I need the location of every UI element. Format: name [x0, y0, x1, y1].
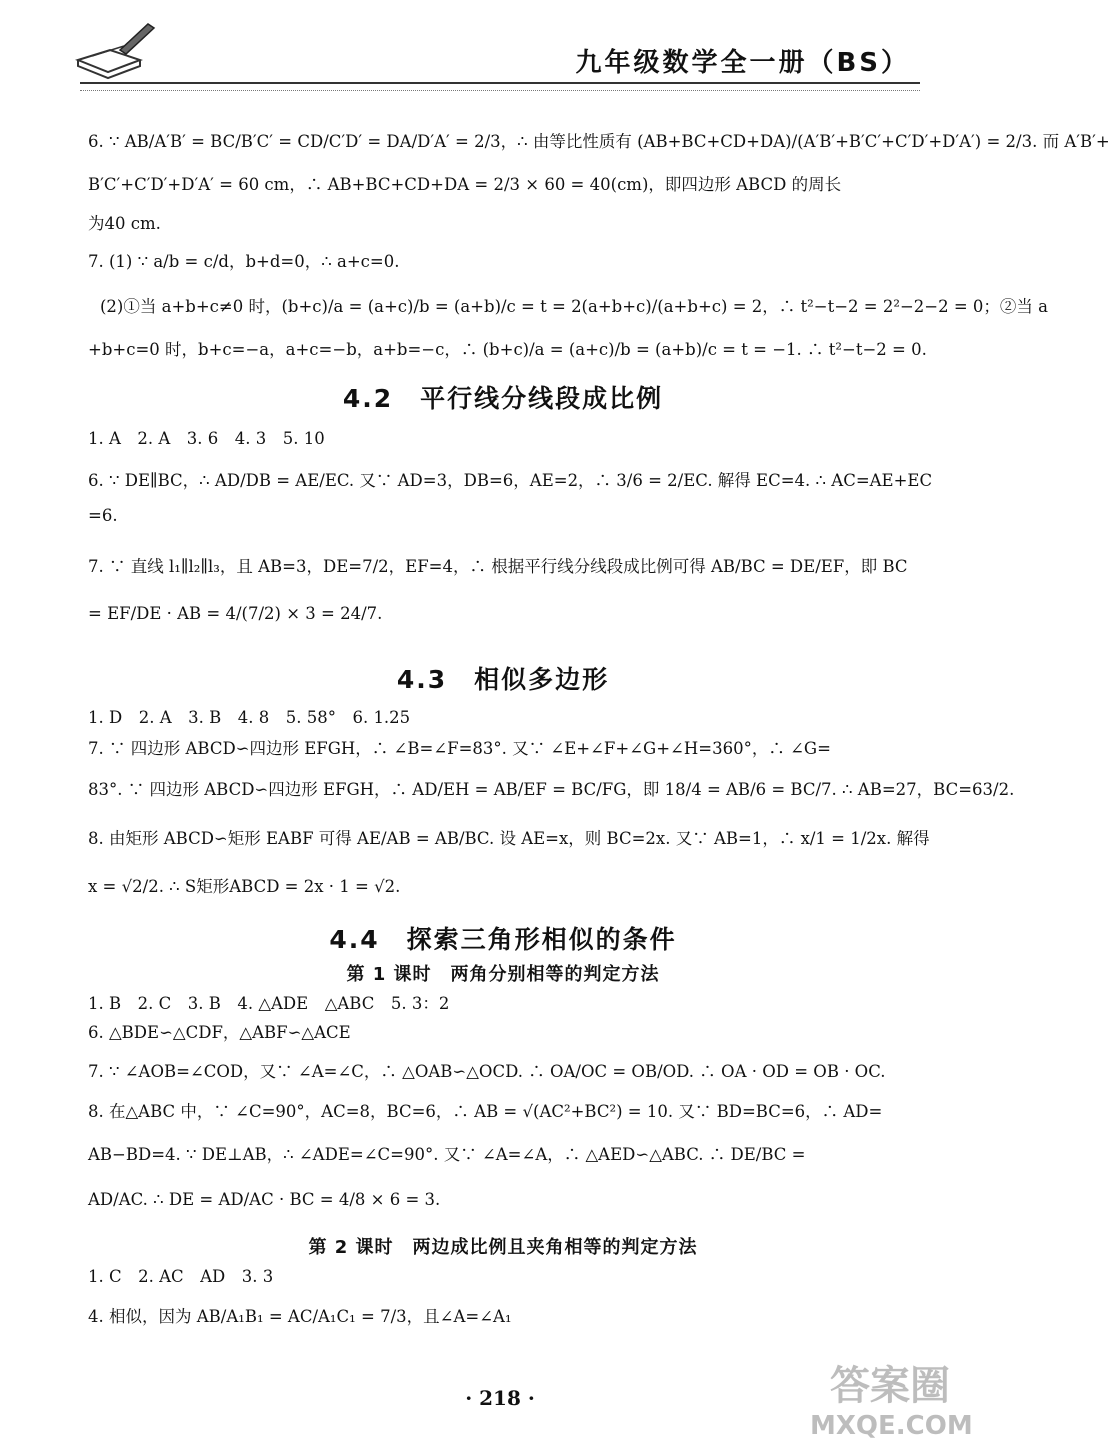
answer-line: B′C′+C′D′+D′A′ = 60 cm，∴ AB+BC+CD+DA = 2/3 × 60 = 40(cm)，即四边形 ABCD 的周长 [88, 174, 842, 194]
answer-line: 7. (1) ∵ a/b = c/d，b+d=0，∴ a+c=0. [88, 252, 400, 272]
answer-line: 为40 cm. [88, 213, 161, 233]
section-title-4-4: 4.4 探索三角形相似的条件 [329, 925, 677, 954]
answer-line: 6. △BDE∽△CDF，△ABF∽△ACE [88, 1022, 351, 1042]
answer-line: 4. 相似，因为 AB/A₁B₁ = AC/A₁C₁ = 7/3，且∠A=∠A₁ [88, 1307, 512, 1327]
answer-line: (2)①当 a+b+c≠0 时，(b+c)/a = (a+c)/b = (a+b)/c = t = 2(a+b+c)/(a+b+c) = 2，∴ t²−t−2 = 2²−2−2 = 0；②当 a [100, 297, 1049, 316]
lesson-subtitle-1: 第 1 课时 两角分别相等的判定方法 [346, 964, 660, 985]
answer-line: 7. ∵ ∠AOB=∠COD，又∵ ∠A=∠C，∴ △OAB∽△OCD. ∴ OA/OC = OB/OD. ∴ OA · OD = OB · OC. [88, 1061, 886, 1081]
answer-line: 8. 在△ABC 中，∵ ∠C=90°，AC=8，BC=6，∴ AB = √(AC²+BC²) = 10. 又∵ BD=BC=6，∴ AD= [88, 1102, 883, 1122]
lesson-subtitle-2: 第 2 课时 两边成比例且夹角相等的判定方法 [308, 1236, 698, 1258]
section-title-4-2: 4.2 平行线分线段成比例 [342, 383, 664, 413]
book-title: 九年级数学全一册（BS） [575, 48, 910, 78]
answer-line: 1. B 2. C 3. B 4. △ADE △ABC 5. 3：2 [88, 994, 450, 1013]
answer-line: 83°. ∵ 四边形 ABCD∽四边形 EFGH，∴ AD/EH = AB/EF = BC/FG，即 18/4 = AB/6 = BC/7. ∴ AB=27，BC=63/2. [88, 779, 1015, 799]
book-pencil-logo-icon [70, 20, 160, 84]
answer-line: +b+c=0 时，b+c=−a，a+c=−b，a+b=−c，∴ (b+c)/a = (a+c)/b = (a+b)/c = t = −1. ∴ t²−t−2 = 0. [88, 339, 927, 359]
header-divider [80, 82, 920, 91]
answer-line: 1. D 2. A 3. B 4. 8 5. 58° 6. 1.25 [88, 708, 411, 728]
answer-line: =6. [88, 506, 118, 525]
answer-line: 6. ∵ DE∥BC，∴ AD/DB = AE/EC. 又∵ AD=3，DB=6，AE=2，∴ 3/6 = 2/EC. 解得 EC=4. ∴ AC=AE+EC [88, 471, 933, 491]
page-number: · 218 · [465, 1386, 535, 1410]
answer-line: 8. 由矩形 ABCD∽矩形 EABF 可得 AE/AB = AB/BC. 设 AE=x，则 BC=2x. 又∵ AB=1，∴ x/1 = 1/2x. 解得 [88, 828, 930, 848]
watermark [810, 1354, 973, 1441]
answer-line: AB−BD=4. ∵ DE⊥AB，∴ ∠ADE=∠C=90°. 又∵ ∠A=∠A，∴ △AED∽△ABC. ∴ DE/BC = [88, 1145, 806, 1164]
answer-content [88, 108, 1110, 1330]
section-title-4-3: 4.3 相似多边形 [396, 665, 610, 695]
answer-line: 7. ∵ 直线 l₁∥l₂∥l₃，且 AB=3，DE=7/2，EF=4，∴ 根据平行线分线段成比例可得 AB/BC = DE/EF，即 BC [88, 556, 908, 576]
answer-line: AD/AC. ∴ DE = AD/AC · BC = 4/8 × 6 = 3. [88, 1189, 441, 1209]
watermark-en: MXQE.COM [810, 1411, 973, 1441]
answer-line: 1. A 2. A 3. 6 4. 3 5. 10 [88, 428, 325, 448]
answer-line: x = √2/2. ∴ S矩形ABCD = 2x · 1 = √2. [88, 877, 401, 897]
answer-line: 6. ∵ AB/A′B′ = BC/B′C′ = CD/C′D′ = DA/D′A′ = 2/3，∴ 由等比性质有 (AB+BC+CD+DA)/(A′B′+B′C′+C′D′+D′A′) = 2/3. 而 A′B′+ [88, 132, 1110, 151]
answer-line: 1. C 2. AC AD 3. 3 [88, 1266, 274, 1286]
answer-line: = EF/DE · AB = 4/(7/2) × 3 = 24/7. [88, 603, 383, 623]
watermark-cn: 答案圈 [830, 1363, 950, 1409]
answer-line: 7. ∵ 四边形 ABCD∽四边形 EFGH，∴ ∠B=∠F=83°. 又∵ ∠E+∠F+∠G+∠H=360°，∴ ∠G= [88, 739, 831, 758]
